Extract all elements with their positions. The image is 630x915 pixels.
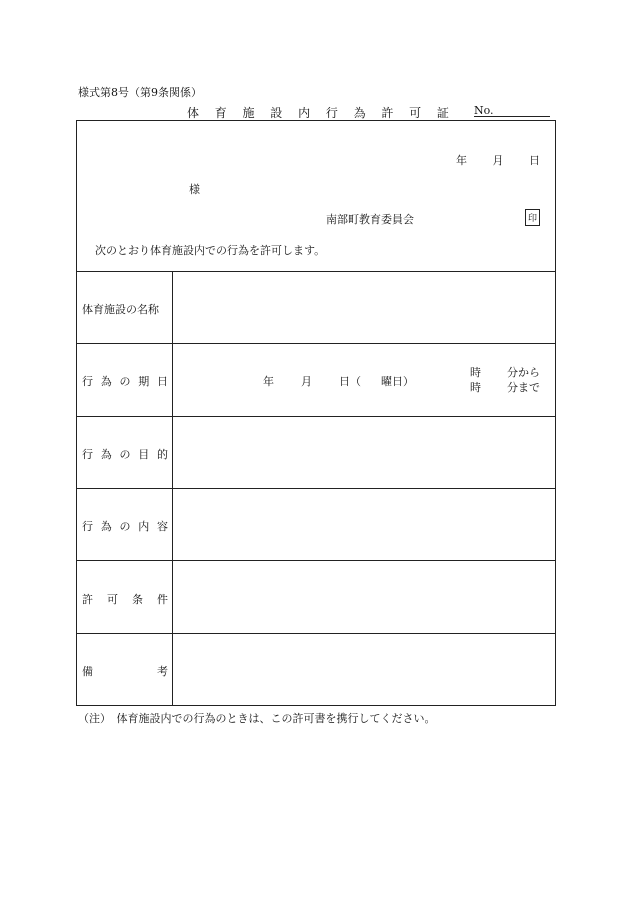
- conditions-label: [82, 591, 168, 607]
- title-char: 施: [242, 106, 255, 120]
- label-char: 為: [100, 448, 112, 461]
- permit-number-label: No.: [474, 104, 494, 117]
- footer-note: （注） 体育施設内での行為のときは、この許可書を携行してください。: [78, 712, 436, 725]
- label-char: 許: [82, 593, 93, 606]
- title-char: 為: [353, 106, 366, 120]
- title-char: 行: [325, 106, 338, 120]
- row-divider: [76, 488, 556, 489]
- period-month: 月: [301, 375, 312, 388]
- title-char: 内: [298, 106, 311, 120]
- issue-year: 年: [456, 154, 467, 167]
- facility-name-label: [82, 301, 168, 317]
- label-char: 容: [157, 520, 168, 533]
- row-divider: [76, 271, 556, 272]
- row-divider: [76, 416, 556, 417]
- row-divider: [76, 343, 556, 344]
- label-char: 備: [82, 665, 93, 678]
- label-char: の: [119, 520, 131, 533]
- period-year: 年: [263, 375, 274, 388]
- period-weekday: 曜日）: [381, 375, 414, 388]
- title-char: 許: [381, 106, 394, 120]
- document-title: [187, 104, 449, 121]
- facility-name-text: 体育施設の名称: [82, 303, 159, 316]
- label-char: の: [119, 448, 131, 461]
- time-to-row: [470, 380, 540, 395]
- label-char: 為: [100, 375, 112, 388]
- form-number: 様式第8号（第9条関係）: [78, 86, 202, 99]
- title-char: 証: [436, 106, 449, 120]
- content-label: [82, 518, 168, 534]
- permit-number-blank[interactable]: [490, 116, 550, 117]
- seal-stamp-box: 印: [525, 209, 540, 226]
- label-char: 考: [157, 665, 168, 678]
- label-char: 行: [82, 448, 93, 461]
- label-char: 的: [157, 448, 168, 461]
- issuer-name: 南部町教育委員会: [326, 213, 414, 226]
- title-char: 設: [270, 106, 283, 120]
- number-underline-label: [474, 116, 490, 117]
- to-hour: 時: [470, 381, 481, 394]
- conditions-field[interactable]: [174, 562, 554, 632]
- label-char: 行: [82, 520, 93, 533]
- issue-date[interactable]: [456, 152, 540, 168]
- label-char: 内: [138, 520, 150, 533]
- row-divider: [76, 633, 556, 634]
- issue-day: 日: [529, 154, 540, 167]
- label-char: 行: [82, 375, 93, 388]
- label-char: 為: [100, 520, 112, 533]
- title-char: 体: [187, 106, 200, 120]
- to-minute: 分まで: [507, 381, 540, 394]
- title-char: 可: [409, 106, 422, 120]
- period-date[interactable]: [263, 373, 414, 389]
- remarks-label: [82, 663, 168, 679]
- label-char: 条: [132, 593, 143, 606]
- facility-name-field[interactable]: [174, 273, 554, 342]
- from-hour: 時: [470, 366, 481, 379]
- from-minute: 分から: [507, 366, 540, 379]
- label-char: 件: [157, 593, 168, 606]
- purpose-label: [82, 446, 168, 462]
- label-char: 期: [138, 375, 150, 388]
- remarks-field[interactable]: [174, 635, 554, 705]
- period-day: 日（: [339, 375, 361, 388]
- title-char: 育: [214, 106, 227, 120]
- purpose-field[interactable]: [174, 418, 554, 487]
- column-divider: [172, 272, 173, 706]
- label-char: 日: [157, 375, 168, 388]
- addressee-field[interactable]: 様: [189, 183, 200, 196]
- label-char: 可: [107, 593, 118, 606]
- content-field[interactable]: [174, 490, 554, 559]
- time-from-row: [470, 365, 540, 380]
- label-char: の: [119, 375, 131, 388]
- period-label: [82, 373, 168, 389]
- period-time[interactable]: [470, 365, 540, 395]
- label-char: 目: [138, 448, 150, 461]
- permit-statement: 次のとおり体育施設内での行為を許可します。: [95, 244, 326, 257]
- row-divider: [76, 560, 556, 561]
- issue-month: 月: [492, 154, 504, 167]
